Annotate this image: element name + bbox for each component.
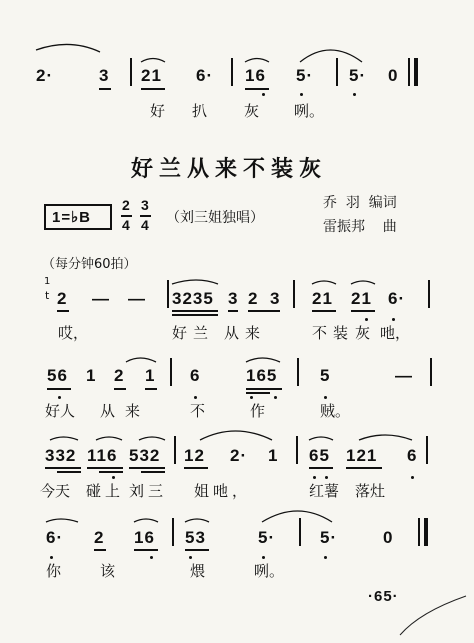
time-sig-denominator: 4 [122,217,131,233]
note: 6 [407,446,418,465]
slur [134,519,158,522]
lyric: 扒 [192,102,208,120]
underline [312,310,336,312]
note: 2 [114,366,125,385]
note: 1 [268,446,279,465]
low-dot [411,476,414,479]
lyric: 好 [150,102,166,120]
barline [167,280,169,308]
slur [96,437,122,440]
note: 165 [246,366,278,385]
underline [246,392,270,394]
underline [114,388,126,390]
slur [359,435,412,440]
slur [141,59,165,63]
note: 3235 [172,289,214,308]
note: — [92,289,110,308]
slur [312,281,336,284]
barline [430,358,432,386]
lyric: 咧。 [294,102,325,120]
underline [245,88,269,90]
barline [296,436,298,464]
barline [426,436,428,464]
final-barline [424,518,428,546]
barline [408,58,410,86]
low-dot [194,396,197,399]
lyric: 不装 [312,324,355,342]
underline [351,310,375,312]
page-number: ·65· [368,588,399,605]
underline [94,549,106,551]
lyric: 你 [46,562,62,580]
underline [129,467,165,469]
slur [172,280,218,284]
underline [99,471,123,473]
underline [87,467,123,469]
key-signature: 1=♭B [52,209,92,226]
slur [46,519,78,522]
low-dot [392,318,395,321]
slur [309,437,333,440]
underline [141,471,165,473]
note: 2 [57,289,68,308]
final-barline [414,58,418,86]
note: 0 [383,528,394,547]
note: 0 [388,66,399,85]
note: 6· [46,528,64,547]
underline [172,310,218,312]
lyric: 哎， [58,324,89,342]
lyric: 姐吔， [194,482,252,500]
composer: 雷振邦 曲 [323,219,397,235]
note: 5· [296,66,314,85]
note: 532 [129,446,161,465]
barline [299,518,301,546]
note: 3 [99,66,110,85]
barline [336,58,338,86]
barline [418,518,420,546]
lyric: 吔， [380,324,411,342]
underline [47,388,71,390]
note: 56 [47,366,68,385]
underline [184,467,208,469]
note: 6 [190,366,201,385]
page-corner-mark [400,596,466,635]
low-dot [189,556,192,559]
underline [134,549,158,551]
lyric: 煨 [190,562,206,580]
slur [185,519,209,522]
note: 53 [185,528,206,547]
tempo-marking: （每分钟60拍） [42,257,137,272]
note: 121 [346,446,378,465]
note: 5 [320,366,331,385]
lyric: 好兰 [172,324,215,342]
barline [428,280,430,308]
low-dot [274,396,277,399]
low-dot [150,556,153,559]
underline [246,388,282,390]
barline [172,518,174,546]
underline [346,467,382,469]
performer: （刘三姐独唱） [166,210,264,226]
slur [126,358,156,362]
lyric: 红薯 [309,482,340,500]
low-dot [262,93,265,96]
note: 2· [230,446,248,465]
slur [36,44,100,52]
low-dot [324,556,327,559]
note: 1 [145,366,156,385]
lyric: 该 [100,562,116,580]
underline [185,549,209,551]
low-dot [325,476,328,479]
lyric: 从来 [100,402,151,420]
lyric: 刘三 [129,482,168,500]
lyric: 好人 [45,402,76,420]
slur [245,59,269,63]
note: 3 [228,289,239,308]
barline [170,358,172,386]
note: 116 [87,446,118,465]
key-box [44,204,112,230]
underline [145,388,157,390]
underline [309,467,333,469]
underline [228,310,238,312]
underline [57,310,69,312]
lyric: 落灶 [355,482,386,500]
note: — [395,366,413,385]
low-dot [58,396,61,399]
slur [262,511,332,522]
note: 65 [309,446,330,465]
note: 2· [36,66,54,85]
underline [99,88,111,90]
note: — [128,289,146,308]
lyricist: 乔 羽 编词 [323,195,397,211]
song-title: 好兰从来不装灰 [131,157,328,182]
time-sig-denominator: 4 [141,217,150,233]
lyric: 不 [190,402,206,420]
note: 12 [184,446,205,465]
lyric: 灰 [244,102,260,120]
note: 16 [245,66,266,85]
underline [141,88,165,90]
lyric: 碰上 [86,482,125,500]
low-dot [262,556,265,559]
lyric: 咧。 [254,562,285,580]
note: 3 [270,289,281,308]
low-dot [300,93,303,96]
time-sig-numerator: 2 [122,197,131,213]
lyric: 今天 [40,482,71,500]
note: 6· [196,66,214,85]
underline [172,314,218,316]
low-dot [353,93,356,96]
low-dot [365,318,368,321]
slur [139,437,165,440]
note: 2 [248,289,259,308]
note: 5· [258,528,276,547]
low-dot [324,396,327,399]
note: 2 [94,528,105,547]
note: 5· [320,528,338,547]
underline [57,471,81,473]
note: 21 [312,289,333,308]
note: 21 [351,289,372,308]
note: 5· [349,66,367,85]
lyric: 作 [250,402,266,420]
turn-mark: t [45,289,50,302]
lyric: 贼。 [320,402,351,420]
barline [130,58,132,86]
underline [248,310,280,312]
slur [50,437,78,440]
note: 1 [86,366,97,385]
lyric: 从来 [224,324,267,342]
low-dot [112,476,115,479]
low-dot [250,396,253,399]
time-sig-numerator: 3 [141,197,150,213]
low-dot [313,476,316,479]
grace-note: 1 [44,276,51,287]
barline [297,358,299,386]
underline [45,467,81,469]
barline [231,58,233,86]
low-dot [50,556,53,559]
note: 332 [45,446,77,465]
lyric: 灰 [355,324,371,342]
barline [293,280,295,308]
note: 16 [134,528,155,547]
slur [200,431,272,440]
note: 6· [388,289,406,308]
note: 21 [141,66,162,85]
slur [351,281,375,284]
slur [300,50,362,62]
slur [246,358,280,362]
barline [174,436,176,464]
